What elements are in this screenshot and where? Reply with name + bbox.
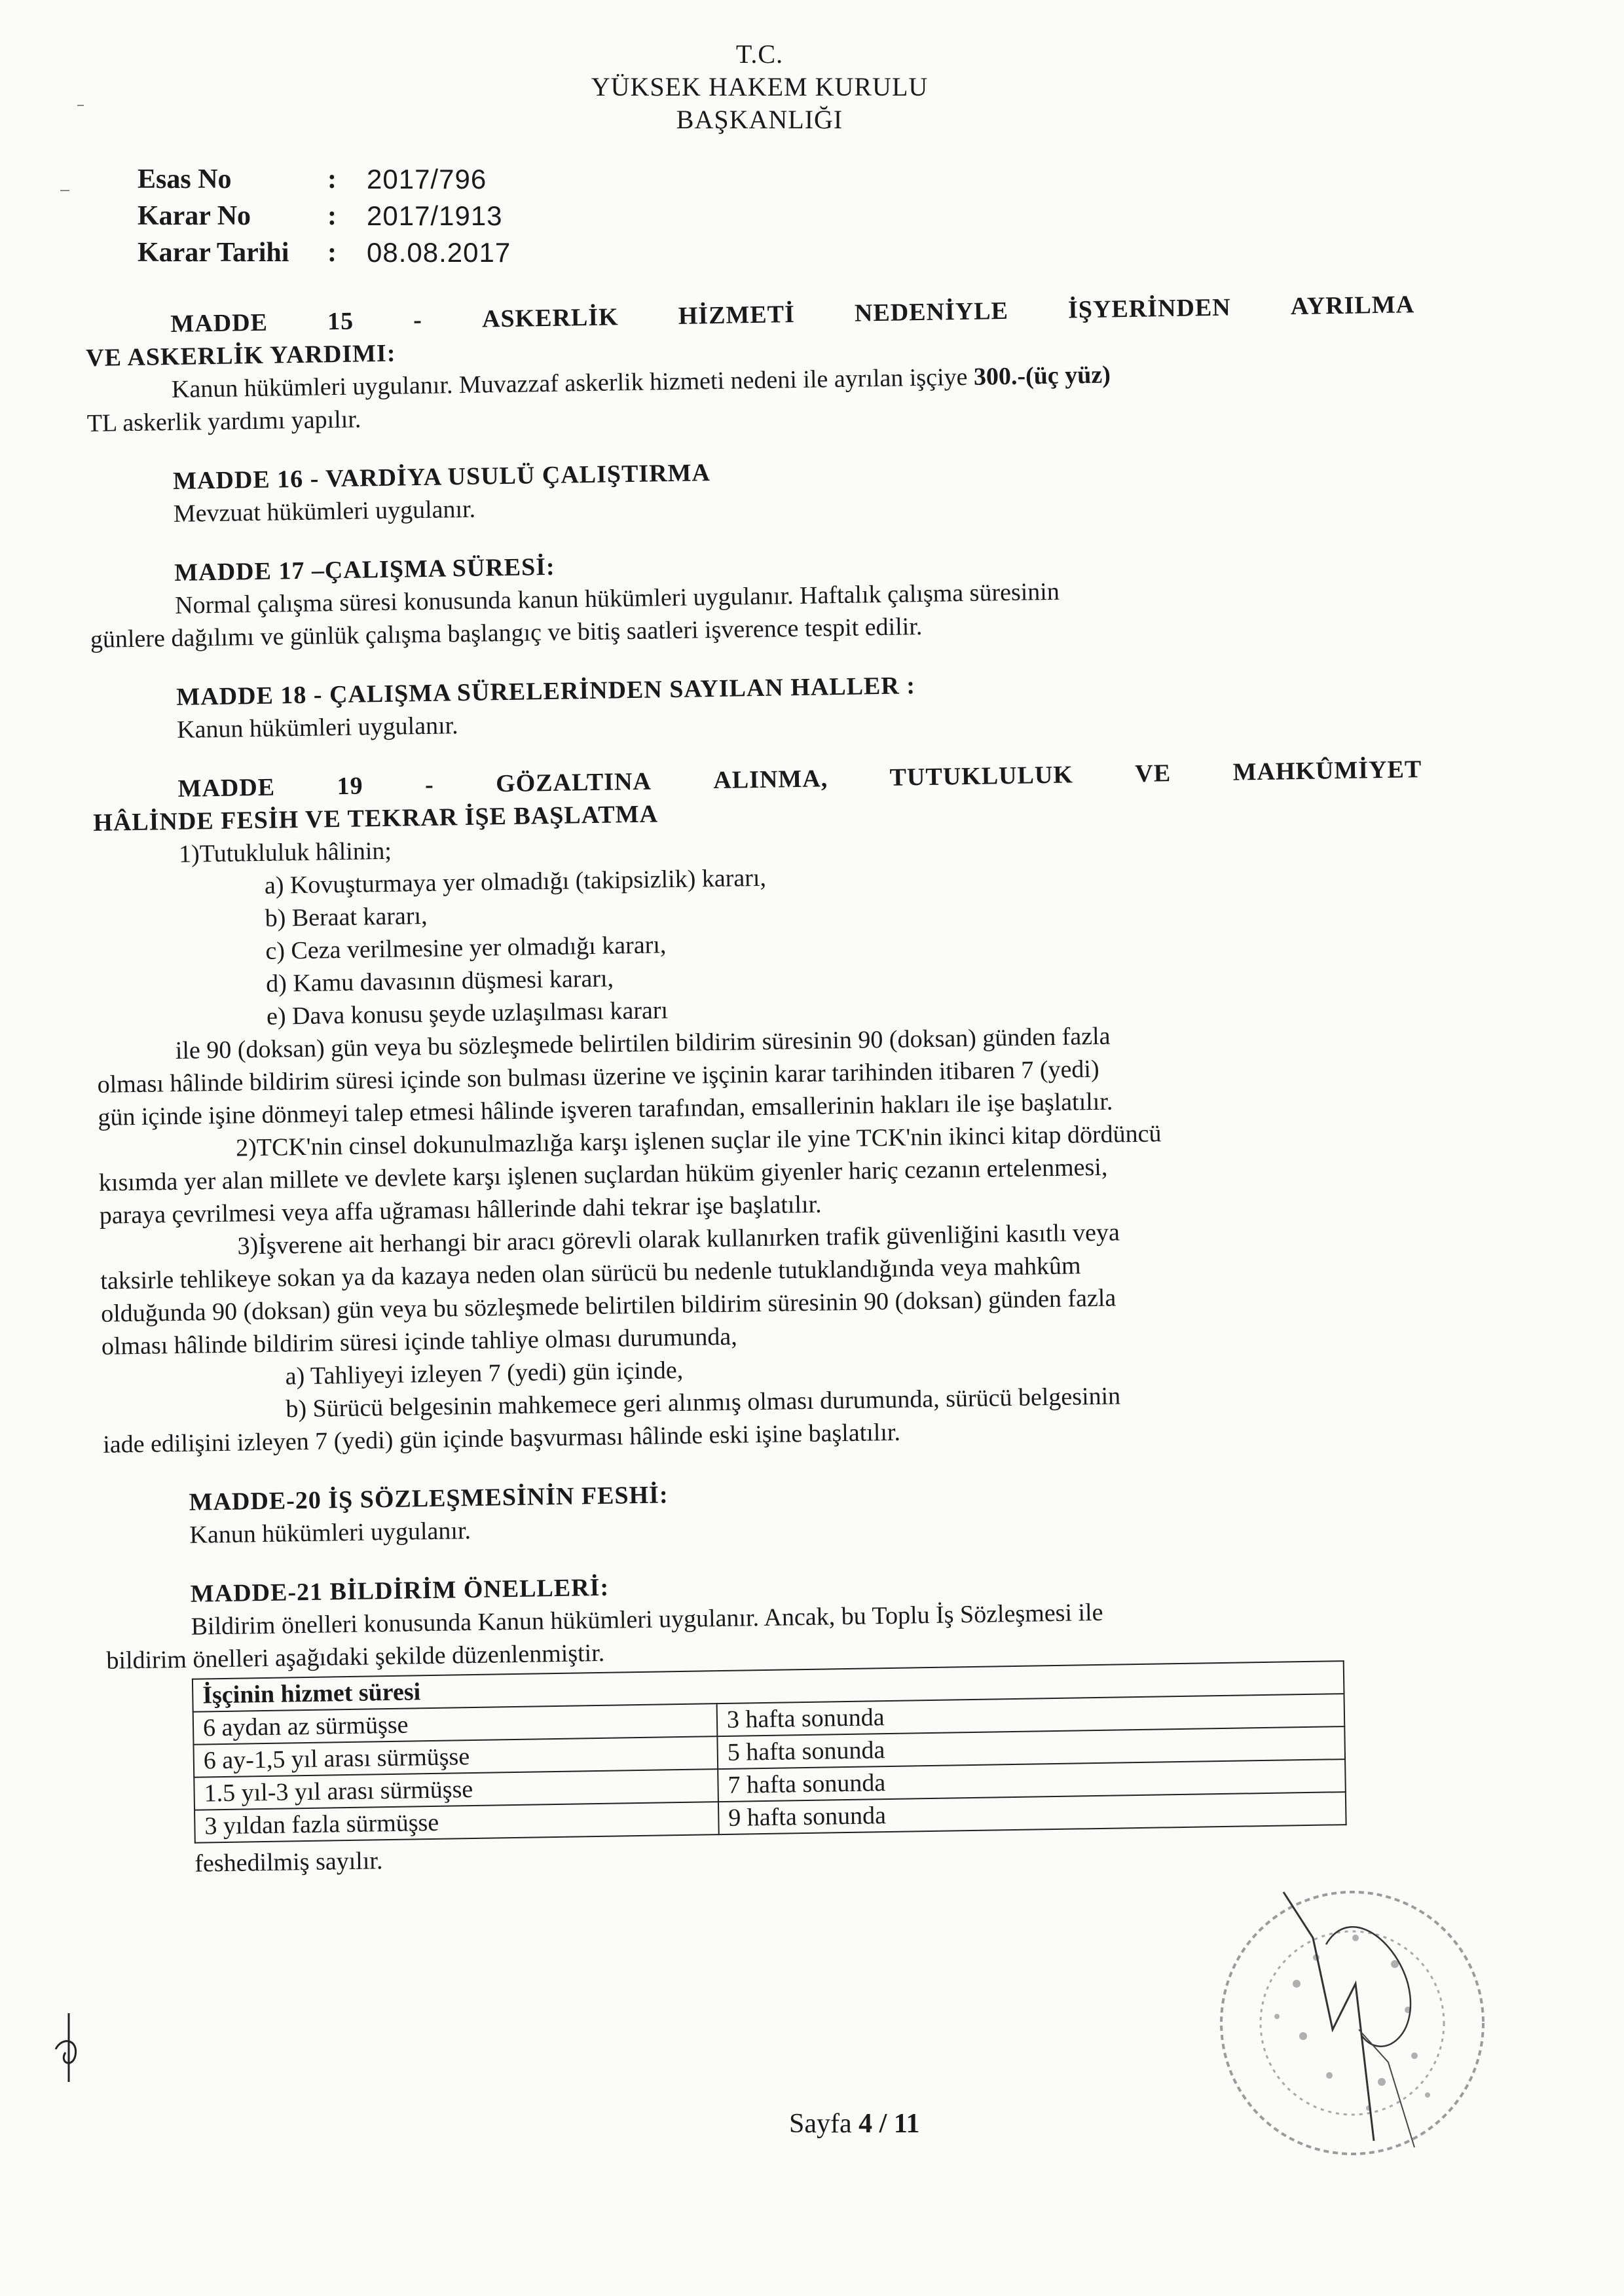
article-17-text-1: Normal çalışma süresi konusunda kanun hükümleri uygulanır. Haftalık çalışma süresinin [174,577,1060,619]
article-16-text: Mevzuat hükümleri uygulanır. [173,495,476,528]
article-21-closing: feshedilmiş sayılır. [194,1847,383,1878]
duration-cell: 3 yıldan fazla sürmüşse [194,1802,719,1843]
article-16 [173,445,1437,530]
notice-cell: 7 hafta sonunda [718,1759,1346,1802]
duration-cell: 6 aydan az sürmüşse [193,1704,718,1745]
case-metadata [138,161,511,271]
article-17-text-2: günlere dağılımı ve günlük çalışma başlangıç ve bitiş saatleri işverence tespit edilir. [90,613,923,653]
article-19-p2-1: 2)TCK'nin cinsel dokunulmazlığa karşı işlenen suçlar ile yine TCK'nin ikinci kitap dördüncü [235,1120,1162,1162]
official-seal-stamp-icon [1198,1866,1506,2174]
article-19-p1-1: ile 90 (doksan) gün veya bu sözleşmede belirtilen bildirim süresinin 90 (doksan) günden fazla [175,1022,1111,1065]
article-17 [90,537,1439,655]
document-body [85,288,1459,1899]
article-20-title: MADDE-20 İŞ SÖZLEŞMESİNİN FESHİ: [189,1481,669,1516]
article-19 [93,753,1452,1460]
colon: : [327,201,337,231]
notice-cell: 3 hafta sonunda [717,1694,1345,1736]
list-item: e) Dava konusu şeyde uzlaşılması kararı [266,996,669,1030]
page-number: Sayfa 4 / 11 [789,2109,920,2139]
esas-value: 2017/796 [367,164,487,194]
article-19-p3-3: olduğunda 90 (doksan) gün veya bu sözleşmede belirtilen bildirim süresinin 90 (doksan) günden fazla [100,1284,1116,1328]
list-item: b) Beraat kararı, [265,902,428,932]
duration-cell: 1.5 yıl-3 yıl arası sürmüşse [194,1769,718,1810]
article-19-p3-a: a) Tahliyeyi izleyen 7 (yedi) gün içinde, [285,1356,684,1391]
article-19-p3-1: 3)İşverene ait herhangi bir aracı görevli olarak kullanırken trafik güvenliğini kasıtlı veya [237,1218,1120,1260]
scan-mark [77,105,84,106]
header-line-1: T.C. [735,39,784,69]
article-19-p2-2: kısımda yer alan millete ve devlete karşı işlenen suçlardan hüküm giyenler hariç cezanın ertelenmesi, [98,1153,1108,1197]
article-15-title: MADDE 15 - ASKERLİK HİZMETİ NEDENİYLE İŞYERİNDEN AYRILMA [170,291,1415,338]
esas-label: Esas No [138,164,232,194]
list-item: d) Kamu davasının düşmesi kararı, [265,964,614,998]
list-item: a) Kovuşturmaya yer olmadığı (takipsizlik) kararı, [264,864,767,900]
article-18 [176,661,1441,746]
list-item: c) Ceza verilmesine yer olmadığı kararı, [265,931,667,965]
article-19-p3-b2: iade edilişini izleyen 7 (yedi) gün içinde başvurması hâlinde eski işine başlatılır. [102,1418,901,1459]
esas-row [138,161,511,198]
article-19-title: MADDE 19 - GÖZALTINA ALINMA, TUTUKLULUK VE MAHKÛMİYET [177,756,1422,803]
scan-mark [60,190,69,191]
article-17-title: MADDE 17 –ÇALIŞMA SÜRESİ: [174,553,555,587]
institution-header [557,38,963,136]
article-19-p3-4: olması hâlinde bildirim süresi içinde tahliye olması durumunda, [101,1322,738,1360]
table-header: İşçinin hizmet süresi [193,1661,1344,1712]
article-16-title: MADDE 16 - VARDİYA USULÜ ÇALIŞTIRMA [172,459,711,495]
article-15-text-2: TL askerlik yardımı yapılır. [86,405,361,438]
tarih-label: Karar Tarihi [138,238,289,268]
notice-cell: 9 hafta sonunda [718,1792,1346,1834]
karar-label: Karar No [138,201,251,231]
tarih-value: 08.08.2017 [367,237,511,268]
karar-value: 2017/1913 [367,200,503,231]
article-19-p1-3: gün içinde işine dönmeyi talep etmesi hâlinde işveren tarafından, emsallerinin hakları ile işe başlatılır. [98,1087,1113,1131]
article-21-text-2: bildirim önelleri aşağıdaki şekilde düzenlenmiştir. [106,1639,605,1675]
article-21-text-1: Bildirim önelleri konusunda Kanun hükümleri uygulanır. Ancak, bu Toplu İş Sözleşmesi ile [191,1598,1103,1641]
article-15-text: Kanun hükümleri uygulanır. Muvazzaf askerlik hizmeti nedeni ile ayrılan işçiye 300.-(üç yüz) [171,361,1111,403]
article-19-p2-3: paraya çevrilmesi veya affa uğraması hâllerinde dahi tekrar işe başlatılır. [99,1190,822,1230]
article-19-p3-2: taksirle tehlikeye sokan ya da kazaya neden olan sürücü bu nedenle tutuklandığında veya mahkûm [100,1252,1081,1295]
karar-row [138,198,511,234]
article-19-p3-b1: b) Sürücü belgesinin mahkemece geri alınmış olması durumunda, sürücü belgesinin [286,1382,1121,1423]
article-19-intro: 1)Tutukluluk hâlinin; [178,837,392,868]
article-21 [106,1558,1458,1880]
article-18-text: Kanun hükümleri uygulanır. [176,712,458,744]
article-20-text: Kanun hükümleri uygulanır. [189,1517,471,1549]
article-21-title: MADDE-21 BİLDİRİM ÖNELLERİ: [190,1573,610,1608]
article-19-p1-2: olması hâlinde bildirim süresi içinde son bulması üzerine ve işçinin karar tarihinden itibaren 7 (yedi) [97,1055,1099,1099]
article-19-title-line2: HÂLİNDE FESİH VE TEKRAR İŞE BAŞLATMA [93,800,659,837]
article-20 [189,1466,1453,1551]
header-line-2: YÜKSEK HAKEM KURULU [591,72,929,101]
article-18-title: MADDE 18 - ÇALIŞMA SÜRELERİNDEN SAYILAN HALLER : [176,672,916,711]
duration-cell: 6 ay-1,5 yıl arası sürmüşse [193,1736,718,1777]
notice-cell: 5 hafta sonunda [717,1726,1345,1769]
colon: : [327,164,337,194]
handwritten-signature-icon [46,2010,92,2088]
article-15 [85,288,1436,439]
notice-period-table [192,1660,1347,1844]
article-15-title-line2: VE ASKERLİK YARDIMI: [85,339,396,373]
tarih-row [138,234,511,271]
header-line-3: BAŞKANLIĞI [676,105,843,134]
colon: : [327,238,337,268]
